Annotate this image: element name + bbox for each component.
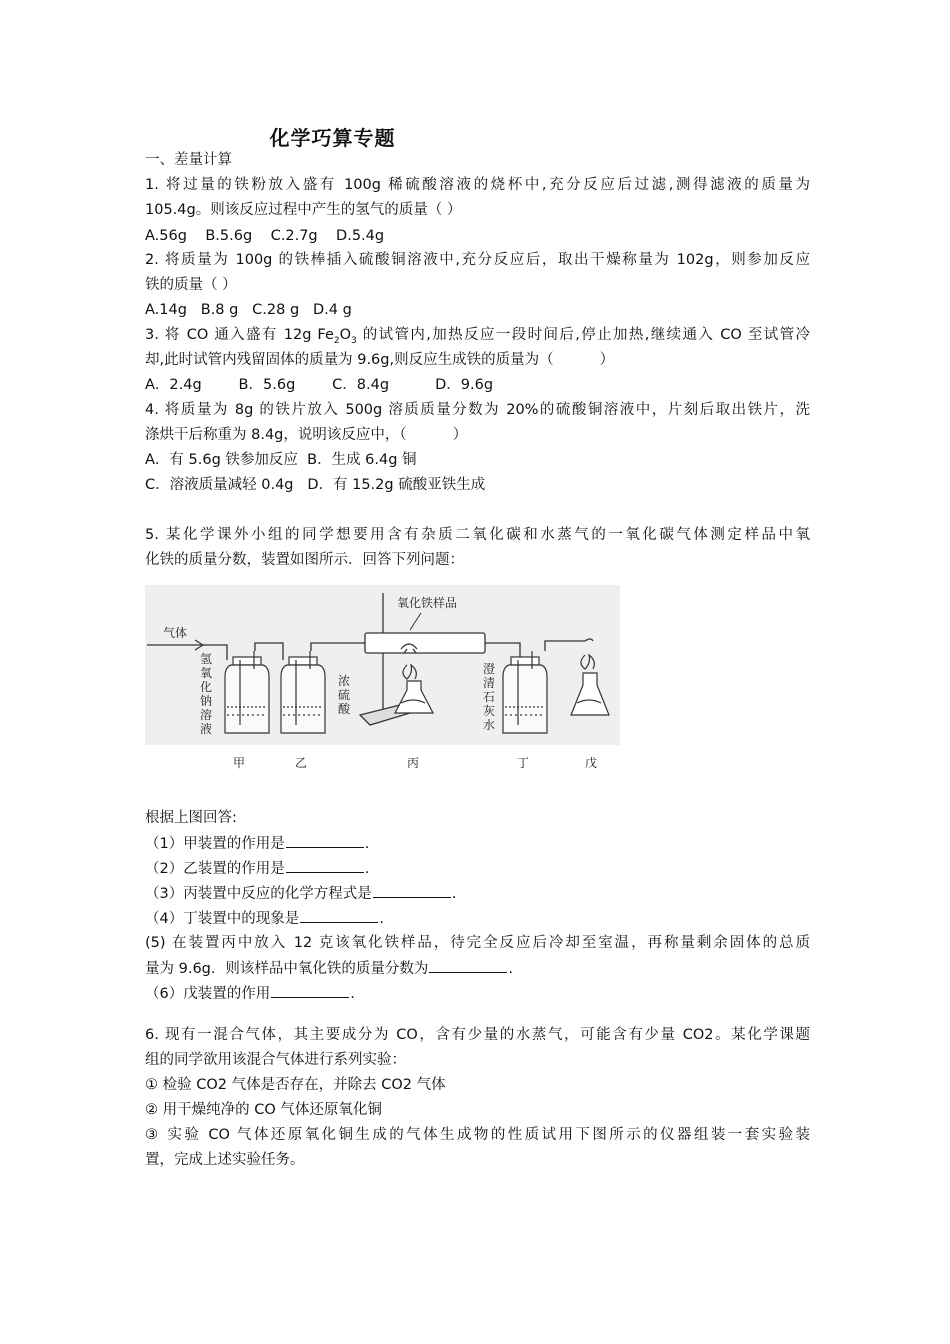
answer-blank[interactable] — [271, 983, 349, 998]
q4-options-cd: C．溶液质量减轻 0.4g D．有 15.2g 硫酸亚铁生成 — [145, 477, 486, 493]
label-bing: 丙 — [407, 756, 420, 770]
reaction-tube-bing — [365, 633, 485, 653]
q6-line1: 6. 现有一混合气体，其主要成分为 CO，含有少量的水蒸气，可能含有少量 CO2。某化学课题 — [145, 1027, 810, 1043]
naoh-char: 氢 — [200, 652, 213, 666]
q6-line2: 组的同学欲用该混合气体进行系列实验： — [145, 1052, 406, 1068]
label-ding: 丁 — [517, 756, 530, 770]
h2so4-char: 酸 — [338, 702, 351, 716]
q3-line2: 却,此时试管内残留固体的质量为 9.6g,则反应生成铁的质量为（ ） — [145, 352, 615, 368]
q2-line2: 铁的质量（ ） — [145, 277, 237, 293]
answer-blank[interactable] — [373, 883, 451, 898]
lime-char: 水 — [483, 718, 496, 732]
q1-line2: 105.4g。则该反应过程中产生的氢气的质量（ ） — [145, 202, 462, 218]
q5-sub6: （6）戊装置的作用 . — [145, 983, 355, 1004]
q2-line1: 2. 将质量为 100g 的铁棒插入硫酸铜溶液中,充分反应后，取出干燥称量为 102g，则参加反应 — [145, 252, 810, 268]
q2-options: A.14g B.8 g C.28 g D.4 g — [145, 302, 352, 318]
naoh-char: 氧 — [200, 666, 213, 680]
lime-char: 清 — [483, 676, 496, 690]
lime-char: 灰 — [483, 704, 496, 718]
q3-options: A．2.4g B．5.6g C．8.4g D．9.6g — [145, 377, 494, 393]
q3-line1: 3. 将 CO 通入盛有 12g $Fe_2O_3$ 的试管内,加热反应一段时间后,停止加热,继续通入 CO 至试管冷 — [145, 327, 810, 346]
answer-blank[interactable] — [286, 858, 364, 873]
q5-intro: 根据上图回答: — [145, 810, 237, 826]
h2so4-char: 硫 — [338, 688, 351, 702]
q6-item1: ① 检验 CO2 气体是否存在，并除去 CO2 气体 — [145, 1077, 446, 1093]
q4-line2: 涤烘干后称重为 8.4g，说明该反应中，（ ） — [145, 427, 468, 443]
q1-options: A.56g B.5.6g C.2.7g D.5.4g — [145, 228, 385, 244]
answer-blank[interactable] — [300, 908, 378, 923]
gas-label: 气体 — [163, 626, 188, 640]
q5-sub2: （2）乙装置的作用是 . — [145, 858, 369, 879]
lime-char: 石 — [483, 690, 496, 704]
label-yi: 乙 — [295, 756, 308, 770]
page-title: 化学巧算专题 — [269, 126, 396, 150]
q5-line1: 5. 某化学课外小组的同学想要用含有杂质二氧化碳和水蒸气的一氧化碳气体测定样品中氧 — [145, 527, 810, 543]
q5-sub5-line1: (5) 在装置丙中放入 12 克该氧化铁样品，待完全反应后冷却至室温，再称量剩余固体的总质 — [145, 935, 810, 951]
q4-options-ab: A．有 5.6g 铁参加反应 B．生成 6.4g 铜 — [145, 452, 417, 468]
naoh-char: 液 — [200, 722, 213, 736]
q5-sub1: （1）甲装置的作用是 . — [145, 833, 369, 854]
q1-line1: 1. 将过量的铁粉放入盛有 100g 稀硫酸溶液的烧杯中,充分反应后过滤,测得滤液的质量为 — [145, 177, 810, 193]
apparatus-figure — [145, 585, 620, 775]
q4-line1: 4. 将质量为 8g 的铁片放入 500g 溶质质量分数为 20%的硫酸铜溶液中，片刻后取出铁片，洗 — [145, 402, 810, 418]
naoh-char: 钠 — [200, 694, 213, 708]
q5-sub4: （4）丁装置中的现象是 . — [145, 908, 384, 929]
q6-item2: ② 用干燥纯净的 CO 气体还原氧化铜 — [145, 1102, 382, 1118]
section-heading: 一、差量计算 — [145, 152, 232, 168]
q6-item3-line1: ③ 实验 CO 气体还原氧化铜生成的气体生成物的性质试用下图所示的仪器组装一套实验装 — [145, 1127, 810, 1143]
q5-line2: 化铁的质量分数，装置如图所示．回答下列问题： — [145, 552, 464, 568]
naoh-char: 化 — [200, 680, 213, 694]
sample-label: 氧化铁样品 — [397, 596, 458, 610]
q6-item3-line2: 置，完成上述实验任务。 — [145, 1152, 305, 1168]
answer-blank[interactable] — [429, 958, 507, 973]
answer-blank[interactable] — [286, 833, 364, 848]
q5-sub5-line2: 量为 9.6g．则该样品中氧化铁的质量分数为 . — [145, 958, 513, 979]
h2so4-char: 浓 — [338, 674, 351, 688]
q5-sub3: （3）丙装置中反应的化学方程式是 . — [145, 883, 456, 904]
label-wu: 戊 — [585, 756, 598, 770]
naoh-char: 溶 — [200, 708, 213, 722]
lime-char: 澄 — [483, 662, 496, 676]
label-jia: 甲 — [233, 756, 246, 770]
